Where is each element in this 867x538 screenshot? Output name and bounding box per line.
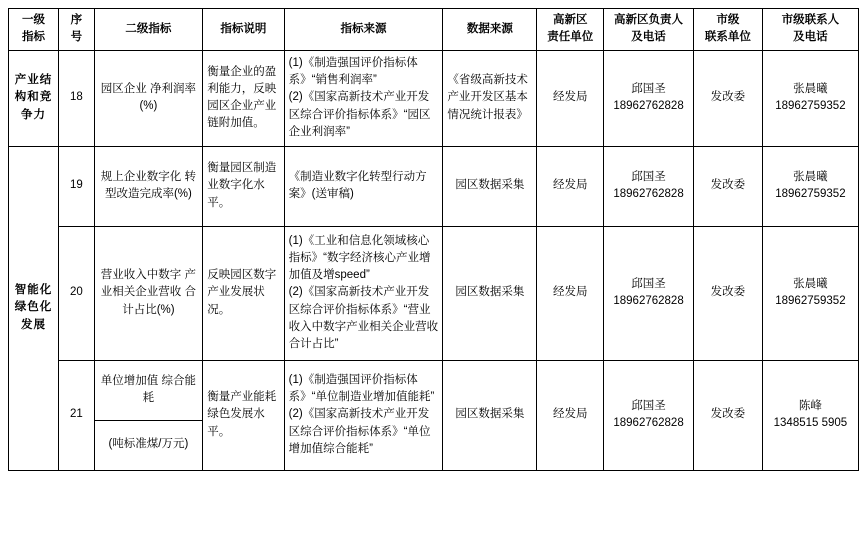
column-header-indicator-source bbox=[284, 9, 443, 51]
row-number: 20 bbox=[59, 226, 95, 360]
column-header-owner-contact bbox=[604, 9, 694, 51]
data-source: 《省级高新技术产业开发区基本情况统计报表》 bbox=[443, 50, 537, 146]
source-item: (1)《工业和信息化领域核心指标》“数字经济核心产业增加值及增speed” bbox=[288, 234, 431, 282]
source-item: (1)《制造强国评价指标体系》“销售利润率” bbox=[288, 56, 418, 87]
header-row bbox=[9, 9, 859, 51]
contact-name: 张晨曦 bbox=[793, 277, 828, 290]
header-line: 指标说明 bbox=[220, 22, 267, 35]
indicator-line: 净利润率(%) bbox=[139, 82, 196, 112]
indicator-source bbox=[284, 360, 443, 470]
table-row bbox=[9, 226, 859, 360]
column-header-number bbox=[59, 9, 95, 51]
contact-name: 张晨曦 bbox=[793, 82, 828, 95]
owner-name: 邱国圣 bbox=[631, 399, 666, 412]
contact-phone: 1348515 5905 bbox=[773, 417, 848, 429]
city-contact bbox=[762, 146, 858, 226]
header-line: 联系单位 bbox=[704, 31, 751, 44]
contact-phone: 18962759352 bbox=[775, 188, 846, 200]
indicator-line: 合计占比(%) bbox=[122, 286, 196, 316]
column-header-description bbox=[203, 9, 284, 51]
owner-name: 邱国圣 bbox=[631, 277, 666, 290]
responsible-unit: 经发局 bbox=[537, 226, 604, 360]
header-line: 数据来源 bbox=[466, 22, 513, 35]
contact-phone: 18962759352 bbox=[775, 295, 846, 307]
source-item: (2)《国家高新技术产业开发区综合评价指标体系》“营业收入中数字产业相关企业营收合计占比” bbox=[288, 286, 439, 351]
header-line: 指标 bbox=[22, 31, 46, 44]
column-header-city-contact bbox=[762, 9, 858, 51]
city-unit: 发改委 bbox=[693, 360, 762, 470]
contact-name: 张晨曦 bbox=[793, 170, 828, 183]
owner-name: 邱国圣 bbox=[631, 82, 666, 95]
header-line: 市级 bbox=[716, 14, 740, 26]
indicator-line: 园区企业 bbox=[100, 82, 147, 95]
indicator-line: 营业收入中数字 bbox=[100, 269, 182, 282]
indicator-description: 衡量园区制造业数字化水平。 bbox=[203, 146, 284, 226]
column-header-secondary-indicator bbox=[94, 9, 203, 51]
indicator-line: 产业相关企业营收 bbox=[100, 269, 196, 299]
category-cell: 智能化绿色化发展 bbox=[9, 146, 59, 470]
responsible-unit: 经发局 bbox=[537, 50, 604, 146]
header-line: 责任单位 bbox=[547, 31, 594, 44]
table-row bbox=[9, 50, 859, 146]
indicator-description: 反映园区数字产业发展状况。 bbox=[203, 226, 284, 360]
source-item: (1)《制造强国评价指标体系》“单位制造业增加值能耗” bbox=[288, 373, 435, 404]
secondary-indicator bbox=[94, 50, 203, 146]
data-source: 园区数据采集 bbox=[443, 226, 537, 360]
city-unit: 发改委 bbox=[693, 226, 762, 360]
responsible-unit: 经发局 bbox=[537, 146, 604, 226]
city-contact bbox=[762, 226, 858, 360]
source-item: 《制造业数字化转型行动方案》(送审稿) bbox=[288, 170, 427, 200]
owner-phone: 18962762828 bbox=[613, 295, 684, 307]
indicator-source bbox=[284, 146, 443, 226]
owner-phone: 18962762828 bbox=[613, 188, 684, 200]
indicator-line: 单位增加值 bbox=[100, 374, 159, 387]
indicator-source bbox=[284, 50, 443, 146]
source-item: (2)《国家高新技术产业开发区综合评价指标体系》“单位增加值综合能耗” bbox=[288, 408, 431, 455]
secondary-indicator bbox=[94, 226, 203, 360]
header-line: 一级 bbox=[22, 14, 46, 26]
indicator-line: 综合能耗 bbox=[142, 374, 196, 404]
header-line: 及电话 bbox=[631, 31, 666, 44]
column-header-responsible-unit bbox=[537, 9, 604, 51]
source-item: (2)《国家高新技术产业开发区综合评价指标体系》“园区企业利润率” bbox=[288, 91, 431, 138]
responsible-unit: 经发局 bbox=[537, 360, 604, 470]
header-line: 市级联系人 bbox=[781, 14, 840, 26]
header-line: 高新区 bbox=[552, 14, 588, 26]
owner-name: 邱国圣 bbox=[631, 170, 666, 183]
header-line: 指标来源 bbox=[340, 22, 387, 35]
owner-contact bbox=[604, 360, 694, 470]
header-line: 高新区负责人 bbox=[614, 14, 684, 26]
data-source: 园区数据采集 bbox=[443, 360, 537, 470]
header-line: 号 bbox=[70, 31, 83, 44]
secondary-indicator bbox=[94, 146, 203, 226]
owner-contact bbox=[604, 146, 694, 226]
table-row bbox=[9, 360, 859, 420]
owner-phone: 18962762828 bbox=[613, 417, 684, 429]
table-row bbox=[9, 146, 859, 226]
city-unit: 发改委 bbox=[693, 146, 762, 226]
owner-contact bbox=[604, 226, 694, 360]
row-number: 21 bbox=[59, 360, 95, 470]
row-number: 18 bbox=[59, 50, 95, 146]
data-source: 园区数据采集 bbox=[443, 146, 537, 226]
column-header-primary-indicator bbox=[9, 9, 59, 51]
header-line: 及电话 bbox=[793, 31, 828, 44]
owner-phone: 18962762828 bbox=[613, 100, 684, 112]
indicator-line: 规上企业数字化 bbox=[100, 170, 182, 183]
indicator-description: 衡量企业的盈利能力，反映园区企业产业链附加值。 bbox=[203, 50, 284, 146]
header-line: 二级指标 bbox=[125, 22, 172, 35]
category-cell: 产业结构和竞争力 bbox=[9, 50, 59, 146]
indicator-description: 衡量产业能耗绿色发展水平。 bbox=[203, 360, 284, 470]
secondary-indicator bbox=[94, 360, 203, 420]
secondary-indicator-unit: (吨标准煤/万元) bbox=[94, 420, 203, 470]
contact-name: 陈峰 bbox=[798, 399, 822, 412]
city-contact bbox=[762, 360, 858, 470]
column-header-data-source bbox=[443, 9, 537, 51]
column-header-city-unit bbox=[693, 9, 762, 51]
header-line: 序 bbox=[70, 14, 83, 26]
table-header bbox=[9, 9, 859, 51]
indicator-table bbox=[8, 8, 859, 471]
city-unit: 发改委 bbox=[693, 50, 762, 146]
indicator-line: 转型改造完成率(%) bbox=[104, 170, 196, 200]
table-body bbox=[9, 50, 859, 470]
owner-contact bbox=[604, 50, 694, 146]
city-contact bbox=[762, 50, 858, 146]
row-number: 19 bbox=[59, 146, 95, 226]
indicator-source bbox=[284, 226, 443, 360]
contact-phone: 18962759352 bbox=[775, 100, 846, 112]
